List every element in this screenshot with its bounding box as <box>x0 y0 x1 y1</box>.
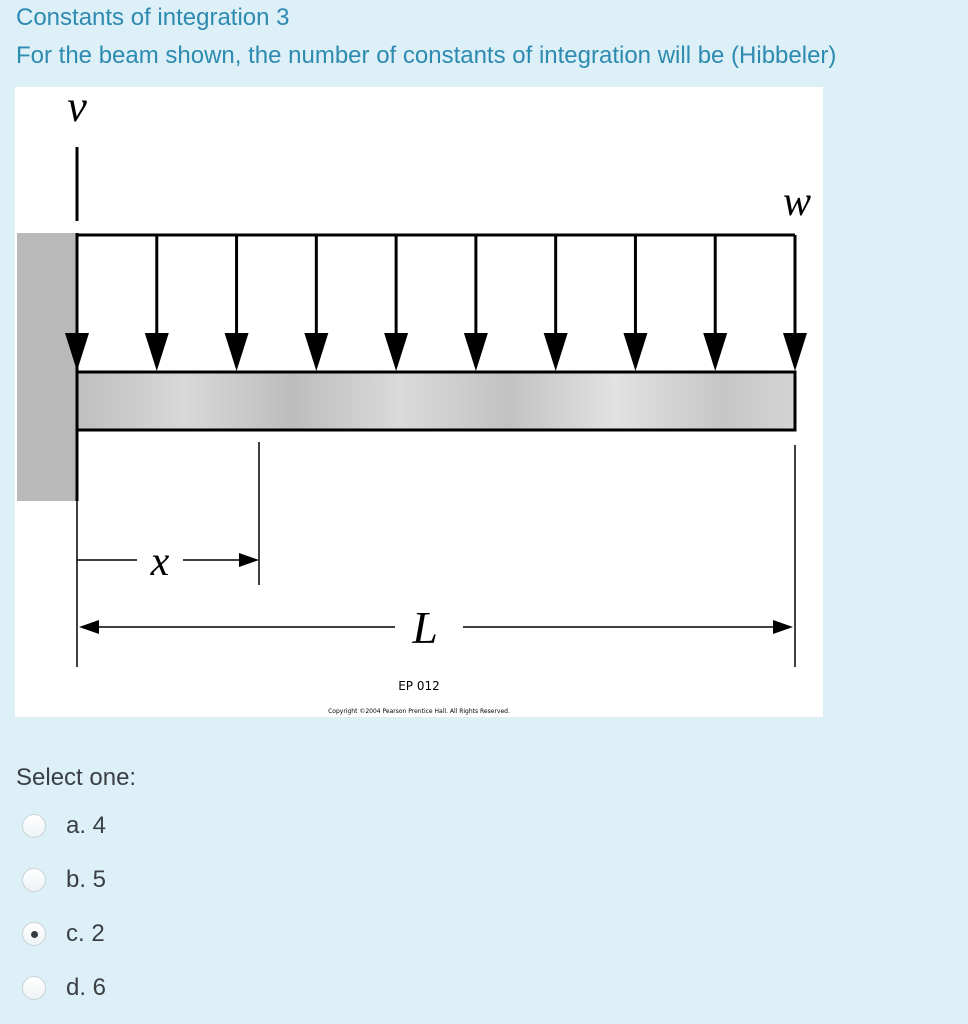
option-label: c. 2 <box>66 920 105 947</box>
radio-dot-icon <box>31 931 38 938</box>
option-c[interactable] <box>22 914 322 954</box>
label-v: v <box>67 87 87 131</box>
figure-code: EP 012 <box>398 679 440 693</box>
L-arrowhead-left <box>79 620 99 634</box>
load-arrowhead <box>145 333 169 371</box>
x-arrowhead <box>239 553 259 567</box>
option-b[interactable] <box>22 860 322 900</box>
load-arrows <box>65 235 807 371</box>
label-x: x <box>150 539 170 585</box>
figure-copyright: Copyright ©2004 Pearson Prentice Hall. All Rights Reserved. <box>328 708 510 715</box>
option-d[interactable] <box>22 968 322 1008</box>
option-label: a. 4 <box>66 812 107 839</box>
load-arrowhead <box>623 333 647 371</box>
load-arrowhead <box>384 333 408 371</box>
beam <box>77 372 795 430</box>
radio-button[interactable] <box>22 814 46 838</box>
load-arrowhead <box>225 333 249 371</box>
load-arrowhead <box>783 333 807 371</box>
load-arrowhead <box>464 333 488 371</box>
beam-figure <box>15 87 823 717</box>
label-w: w <box>782 179 812 225</box>
radio-button[interactable] <box>22 976 46 1000</box>
load-arrowhead <box>304 333 328 371</box>
select-one-label: Select one: <box>16 764 137 791</box>
load-arrowhead <box>544 333 568 371</box>
option-a[interactable] <box>22 806 322 846</box>
fixed-wall <box>17 233 76 501</box>
load-arrowhead <box>703 333 727 371</box>
L-arrowhead-right <box>773 620 793 634</box>
question-title: Constants of integration 3 <box>16 4 290 31</box>
radio-button-selected[interactable] <box>22 922 46 946</box>
question-text: For the beam shown, the number of constants of integration will be (Hibbeler) <box>16 42 837 69</box>
beam-diagram <box>15 87 823 717</box>
option-label: d. 6 <box>66 974 107 1001</box>
label-L: L <box>412 602 438 653</box>
option-label: b. 5 <box>66 866 107 893</box>
radio-button[interactable] <box>22 868 46 892</box>
